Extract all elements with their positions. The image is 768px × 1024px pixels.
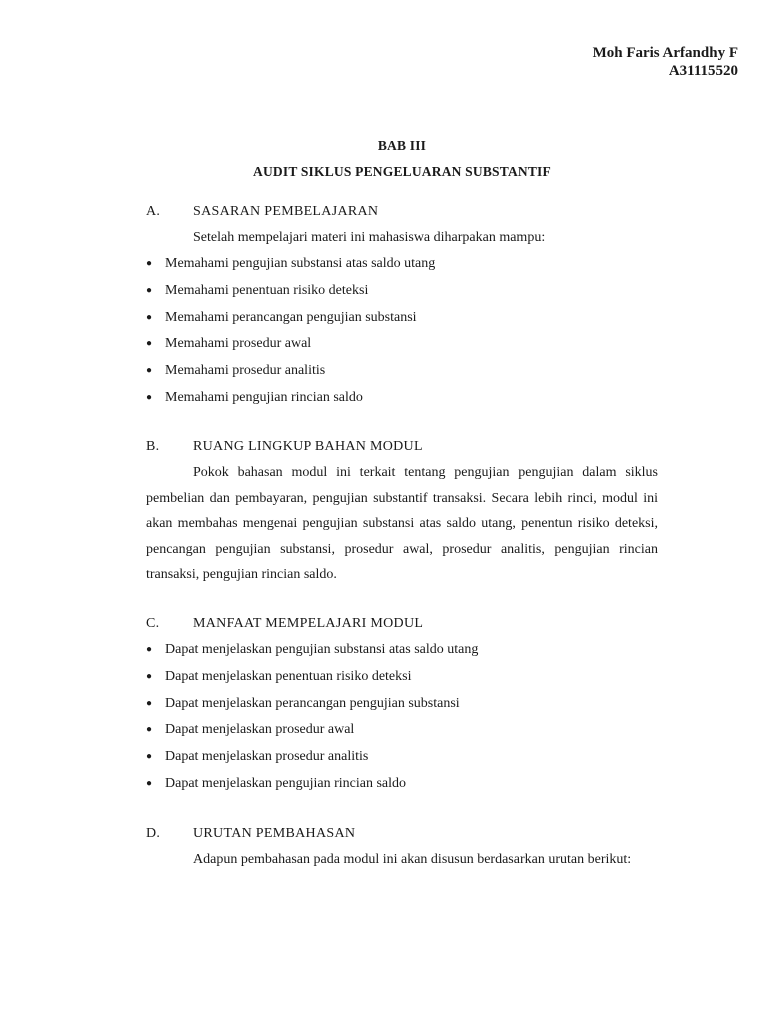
section-intro: Setelah mempelajari materi ini mahasiswa diharpakan mampu: bbox=[193, 230, 546, 245]
section-manfaat bbox=[146, 611, 658, 798]
list-item: ● Dapat menjelaskan prosedur analitis bbox=[146, 744, 658, 771]
section-title: MANFAAT MEMPELAJARI MODUL bbox=[193, 616, 424, 631]
bullet-icon: ● bbox=[146, 258, 153, 269]
bullet-icon: ● bbox=[146, 724, 153, 736]
bullet-icon: ● bbox=[146, 670, 153, 682]
list-item: ● Dapat menjelaskan pengujian substansi atas saldo utang bbox=[146, 637, 658, 664]
section-heading bbox=[146, 821, 658, 847]
bullet-icon: ● bbox=[146, 365, 153, 377]
section-paragraph: Adapun pembahasan pada modul ini akan disusun berdasarkan urutan berikut: bbox=[193, 852, 632, 867]
bullet-icon: ● bbox=[146, 697, 153, 709]
section-heading bbox=[146, 611, 658, 637]
section-letter: C. bbox=[146, 616, 160, 631]
bullet-icon: ● bbox=[146, 644, 153, 655]
section-paragraph: Pokok bahasan modul ini terkait tentang pengujian pengujian dalam siklus pembelian dan pembayaran, pengujian substantif transaksi. Secara lebih rinci, modul ini akan membahas mengenai pengujian substansi atas saldo utang, penentun risiko deteksi, pencangan pengujian substansi, prosedur awal, prosedur analitis, pengujian rincian transaksi, pengujian rincian saldo. bbox=[146, 465, 658, 583]
benefits-list bbox=[146, 637, 658, 798]
list-item: ● Memahami pengujian rincian saldo bbox=[146, 385, 658, 412]
chapter-title: AUDIT SIKLUS PENGELUARAN SUBSTANTIF bbox=[253, 164, 551, 179]
section-title: RUANG LINGKUP BAHAN MODUL bbox=[193, 439, 423, 454]
section-urutan-pembahasan bbox=[146, 821, 658, 873]
author-block bbox=[593, 44, 738, 80]
bullet-icon: ● bbox=[146, 391, 153, 403]
section-heading bbox=[146, 434, 658, 460]
learning-objectives-list bbox=[146, 251, 658, 412]
section-ruang-lingkup bbox=[146, 434, 658, 588]
section-heading bbox=[146, 199, 658, 225]
bullet-icon: ● bbox=[146, 284, 153, 296]
list-item: ● Dapat menjelaskan perancangan pengujian substansi bbox=[146, 691, 658, 718]
list-item: ● Memahami pengujian substansi atas saldo utang bbox=[146, 251, 658, 278]
list-item: ● Memahami prosedur analitis bbox=[146, 358, 658, 385]
list-item: ● Memahami prosedur awal bbox=[146, 331, 658, 358]
section-title: SASARAN PEMBELAJARAN bbox=[193, 204, 379, 219]
student-id: A31115520 bbox=[668, 63, 738, 79]
section-letter: A. bbox=[146, 204, 161, 219]
list-item: ● Memahami perancangan pengujian substansi bbox=[146, 305, 658, 332]
list-item: ● Dapat menjelaskan pengujian rincian saldo bbox=[146, 771, 658, 798]
list-item: ● Dapat menjelaskan prosedur awal bbox=[146, 717, 658, 744]
bullet-icon: ● bbox=[146, 338, 153, 350]
section-letter: D. bbox=[146, 826, 161, 841]
section-title: URUTAN PEMBAHASAN bbox=[193, 826, 356, 841]
list-item: ● Memahami penentuan risiko deteksi bbox=[146, 278, 658, 305]
bullet-icon: ● bbox=[146, 751, 153, 763]
section-sasaran-pembelajaran bbox=[146, 199, 658, 412]
bullet-icon: ● bbox=[146, 777, 153, 789]
section-letter: B. bbox=[146, 439, 160, 454]
list-item: ● Dapat menjelaskan penentuan risiko deteksi bbox=[146, 664, 658, 691]
bullet-icon: ● bbox=[146, 311, 153, 323]
chapter-number: BAB III bbox=[377, 138, 427, 153]
author-name: Moh Faris Arfandhy F bbox=[592, 45, 738, 61]
